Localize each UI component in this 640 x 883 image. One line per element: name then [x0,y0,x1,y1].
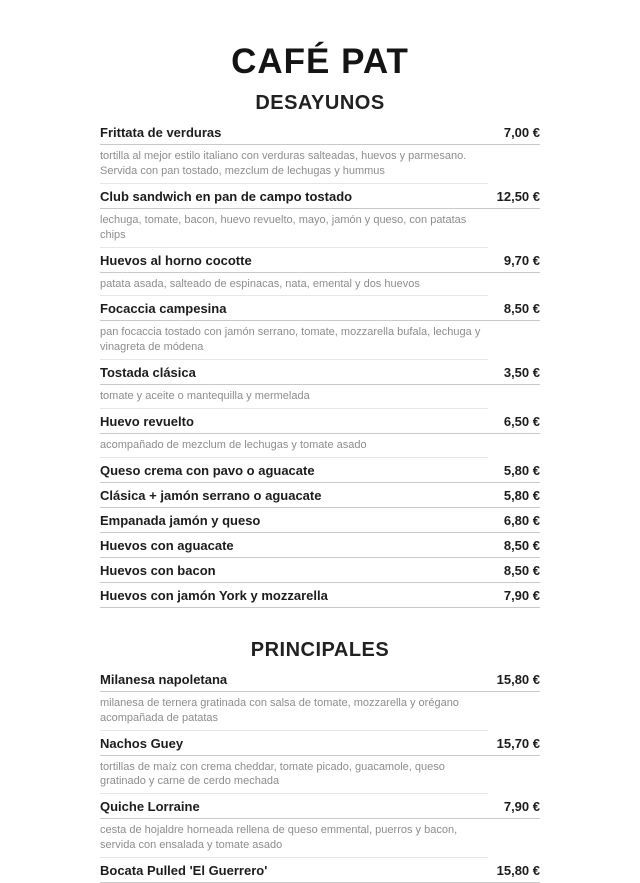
item-name: Huevos al horno cocotte [100,252,252,268]
menu-item-header [100,794,540,819]
item-description: milanesa de ternera gratinada con salsa de tomate, mozzarella y orégano acompañada de patatas [100,692,488,731]
menu-item [100,794,540,858]
menu-item-header [100,508,540,533]
item-price: 9,70 € [503,252,540,268]
menu-item-header [100,483,540,508]
menu-item-header [100,533,540,558]
item-price: 7,00 € [503,125,540,141]
menu-item [100,558,540,583]
item-description: acompañado de mezclum de lechugas y tomate asado [100,434,488,458]
menu-item-header [100,583,540,608]
item-name: Focaccia campesina [100,301,227,317]
menu-item [100,458,540,483]
menu-item-header [100,667,540,692]
item-price: 8,50 € [503,301,540,317]
menu-item [100,508,540,533]
menu-item [100,731,540,795]
item-description: tortillas de maíz con crema cheddar, tomate picado, guacamole, queso gratinado y carne de cerdo mechada [100,756,488,795]
item-description: tomate y aceite o mantequilla y mermelada [100,385,488,409]
menu-item [100,248,540,297]
menu-item [100,583,540,608]
item-name: Huevo revuelto [100,414,194,429]
item-name: Huevos con bacon [100,562,216,578]
item-price: 15,80 € [496,862,540,878]
item-name: Quiche Lorraine [100,799,200,815]
menu-item [100,533,540,558]
page-title: CAFÉ PAT [231,42,409,81]
section-principales [0,638,640,883]
item-description: patata asada, salteado de espinacas, nata, emental y dos huevos [100,273,488,297]
item-name: Empanada jamón y queso [100,512,261,528]
item-price: 6,80 € [503,512,540,528]
item-name: Tostada clásica [100,365,196,381]
item-name: Nachos Guey [100,735,184,751]
item-name: Clásica + jamón serrano o aguacate [100,487,322,503]
menu-item [100,667,540,731]
menu-item-header [100,458,540,483]
menu-item [100,360,540,409]
menu-item-header [100,409,540,434]
section-heading-desayunos: DESAYUNOS [255,92,385,115]
section-heading-principales: PRINCIPALES [250,638,390,661]
item-price: 7,90 € [503,799,540,815]
item-price: 6,50 € [503,414,540,429]
item-price: 3,50 € [503,365,540,381]
menu-item [100,296,540,360]
item-name: Milanesa napoletana [100,671,228,687]
menu-item-header [100,184,540,209]
menu-item-header [100,858,540,883]
menu-item [100,120,540,184]
menu-item [100,409,540,458]
item-description: cesta de hojaldre horneada rellena de queso emmental, puerros y bacon, servida con ensalada y tomate asado [100,819,488,858]
item-name: Huevos con jamón York y mozzarella [100,587,328,603]
item-price: 5,80 € [503,487,540,503]
item-description: pan focaccia tostado con jamón serrano, tomate, mozzarella bufala, lechuga y vinagreta de módena [100,321,488,360]
item-price: 12,50 € [496,188,540,204]
menu-item-header [100,120,540,145]
item-name: Bocata Pulled 'El Guerrero' [100,862,268,878]
menu-item-header [100,248,540,273]
item-price: 5,80 € [503,462,540,478]
item-description: lechuga, tomate, bacon, huevo revuelto, mayo, jamón y queso, con patatas chips [100,209,488,248]
menu-item-header [100,296,540,321]
menu-item-header [100,731,540,756]
item-price: 15,80 € [496,671,540,687]
item-name: Club sandwich en pan de campo tostado [100,188,353,204]
menu-item [100,858,540,883]
menu-list-desayunos [100,120,540,608]
item-price: 8,50 € [503,537,540,553]
item-price: 15,70 € [496,735,540,751]
menu-item-header [100,360,540,385]
item-name: Huevos con aguacate [100,537,234,553]
section-desayunos [0,91,640,608]
item-description: tortilla al mejor estilo italiano con verduras salteadas, huevos y parmesano. Servida con pan tostado, mezclum de lechugas y hummus [100,145,488,184]
menu-item-header [100,558,540,583]
item-price: 8,50 € [503,562,540,578]
menu-item [100,483,540,508]
item-price: 7,90 € [503,587,540,603]
item-name: Queso crema con pavo o aguacate [100,462,315,478]
menu-item [100,184,540,248]
menu-list-principales [100,667,540,883]
item-name: Frittata de verduras [100,125,222,141]
